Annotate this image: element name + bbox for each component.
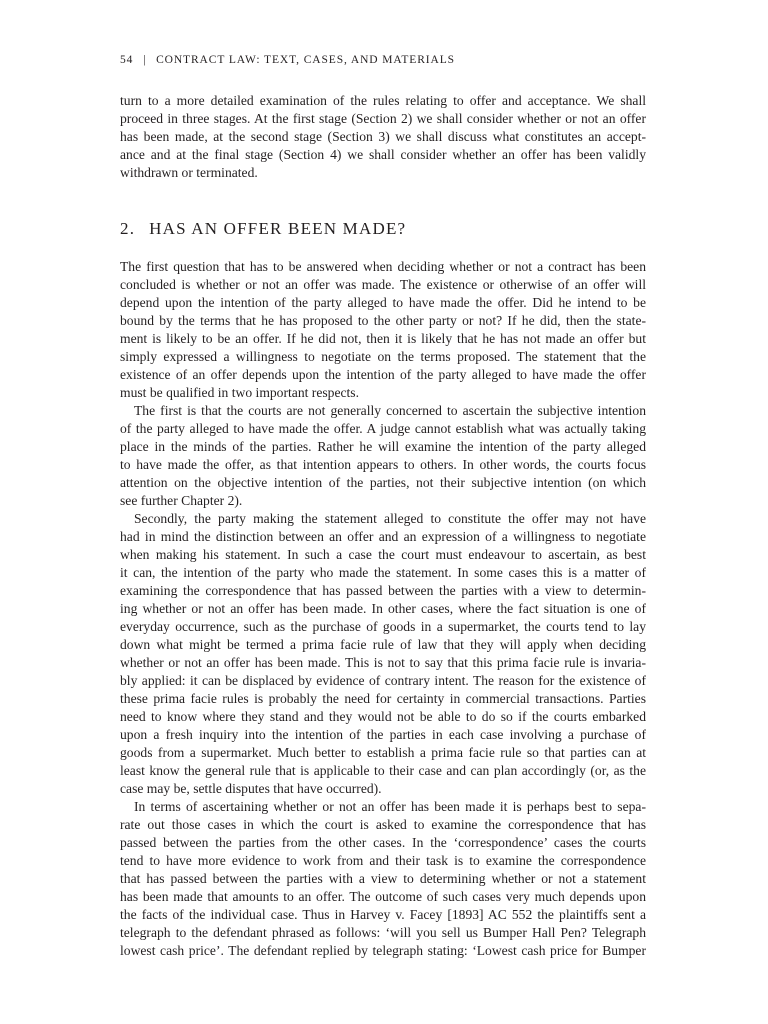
section-title: HAS AN OFFER BEEN MADE? bbox=[149, 219, 407, 238]
text-line: rate out those cases in which the court is asked to examine the correspondence that has bbox=[120, 817, 646, 832]
text-line: case may be, settle disputes that have occurred). bbox=[120, 781, 382, 796]
text-line: the facts of the individual case. Thus in Harvey v. Facey [1893] AC 552 the plaintiffs sent a bbox=[120, 907, 646, 922]
text-line: had in mind the distinction between an offer and an expression of a willingness to negotiate bbox=[120, 529, 646, 544]
text-line: passed between the parties from the other cases. In the ‘correspondence’ cases the courts bbox=[120, 835, 646, 850]
text-line: that has passed between the parties with a view to determining whether or not a statement bbox=[120, 871, 646, 886]
paragraph bbox=[120, 510, 646, 798]
text-line: The first question that has to be answered when deciding whether or not a contract has been bbox=[120, 259, 646, 274]
text-line: has been made, at the second stage (Section 3) we shall discuss what constitutes an accept- bbox=[120, 129, 646, 144]
running-head bbox=[120, 53, 455, 67]
text-line: telegraph to the defendant phrased as follows: ‘will you sell us Bumper Hall Pen? Telegraph bbox=[120, 925, 646, 940]
book-title: CONTRACT LAW: TEXT, CASES, AND MATERIALS bbox=[156, 54, 455, 66]
text-line: must be qualified in two important respects. bbox=[120, 385, 359, 400]
text-line: turn to a more detailed examination of the rules relating to offer and acceptance. We shall bbox=[120, 93, 646, 108]
text-line: need to know where they stand and they would not be able to do so if the courts embarked bbox=[120, 709, 646, 724]
text-line: goods from a supermarket. Much better to establish a prima facie rule so that parties can at bbox=[120, 745, 646, 760]
intro-paragraph bbox=[120, 92, 646, 182]
paragraph bbox=[120, 798, 646, 960]
text-line: ing whether or not an offer has been made. In other cases, where the fact situation is one of bbox=[120, 601, 646, 616]
text-line: when making his statement. In such a case the court must endeavour to ascertain, as best bbox=[120, 547, 646, 562]
running-head-separator: | bbox=[143, 54, 147, 66]
section-number: 2. bbox=[120, 219, 136, 238]
paragraph bbox=[120, 258, 646, 402]
section-heading bbox=[120, 218, 406, 240]
text-line: The first is that the courts are not generally concerned to ascertain the subjective intention bbox=[134, 403, 646, 418]
text-line: attention on the objective intention of the parties, not their subjective intention (on which bbox=[120, 475, 646, 490]
text-line: ance and at the final stage (Section 4) we shall consider whether an offer has been validly bbox=[120, 147, 646, 162]
text-line: down what might be termed a prima facie rule of law that they will apply when deciding bbox=[120, 637, 646, 652]
text-line: withdrawn or terminated. bbox=[120, 165, 258, 180]
text-line: existence of an offer depends upon the intention of the party alleged to have made the offer bbox=[120, 367, 646, 382]
text-line: Secondly, the party making the statement alleged to constitute the offer may not have bbox=[134, 511, 646, 526]
page-number: 54 bbox=[120, 54, 134, 66]
text-line: lowest cash price’. The defendant replied by telegraph stating: ‘Lowest cash price for Bumper bbox=[120, 943, 646, 958]
text-line: examining the correspondence that has passed between the parties with a view to determin- bbox=[120, 583, 646, 598]
text-line: bly applied: it can be displaced by evidence of contrary intent. The reason for the existence of bbox=[120, 673, 646, 688]
text-line: concluded is whether or not an offer was made. The existence or otherwise of an offer will bbox=[120, 277, 646, 292]
text-line: least know the general rule that is applicable to their case and can plan accordingly (or, as the bbox=[120, 763, 646, 778]
paragraph bbox=[120, 402, 646, 510]
text-line: everyday occurrence, such as the purchase of goods in a supermarket, the courts tend to lay bbox=[120, 619, 646, 634]
text-line: In terms of ascertaining whether or not an offer has been made it is perhaps best to sepa- bbox=[134, 799, 646, 814]
text-line: has been made that amounts to an offer. The outcome of such cases very much depends upon bbox=[120, 889, 646, 904]
text-line: whether or not an offer has been made. This is not to say that this prima facie rule is invaria- bbox=[120, 655, 646, 670]
text-line: tend to have more evidence to work from and their task is to examine the correspondence bbox=[120, 853, 646, 868]
text-line: upon a fresh inquiry into the intention of the parties in each case involving a purchase of bbox=[120, 727, 646, 742]
body-text bbox=[120, 258, 646, 960]
text-line: see further Chapter 2). bbox=[120, 493, 243, 508]
text-line: bound by the terms that he has proposed to the other party or not? If he did, then the state- bbox=[120, 313, 646, 328]
text-line: place in the minds of the parties. Rather he will examine the intention of the party alleged bbox=[120, 439, 646, 454]
text-line: to have made the offer, as that intention appears to others. In other words, the courts focus bbox=[120, 457, 646, 472]
text-line: proceed in three stages. At the first stage (Section 2) we shall consider whether or not an offer bbox=[120, 111, 646, 126]
text-line: simply expressed a willingness to negotiate on the terms proposed. The statement that the bbox=[120, 349, 646, 364]
text-line: it can, the intention of the party who made the statement. In some cases this is a matter of bbox=[120, 565, 646, 580]
text-line: of the party alleged to have made the offer. A judge cannot establish what was actually taking bbox=[120, 421, 646, 436]
text-line: ment is likely to be an offer. If he did not, then it is likely that he has not made an offer but bbox=[120, 331, 646, 346]
text-line: depend upon the intention of the party alleged to have made the offer. Did he intend to be bbox=[120, 295, 646, 310]
text-line: these prima facie rules is probably the need for certainty in commercial transactions. Parties bbox=[120, 691, 646, 706]
